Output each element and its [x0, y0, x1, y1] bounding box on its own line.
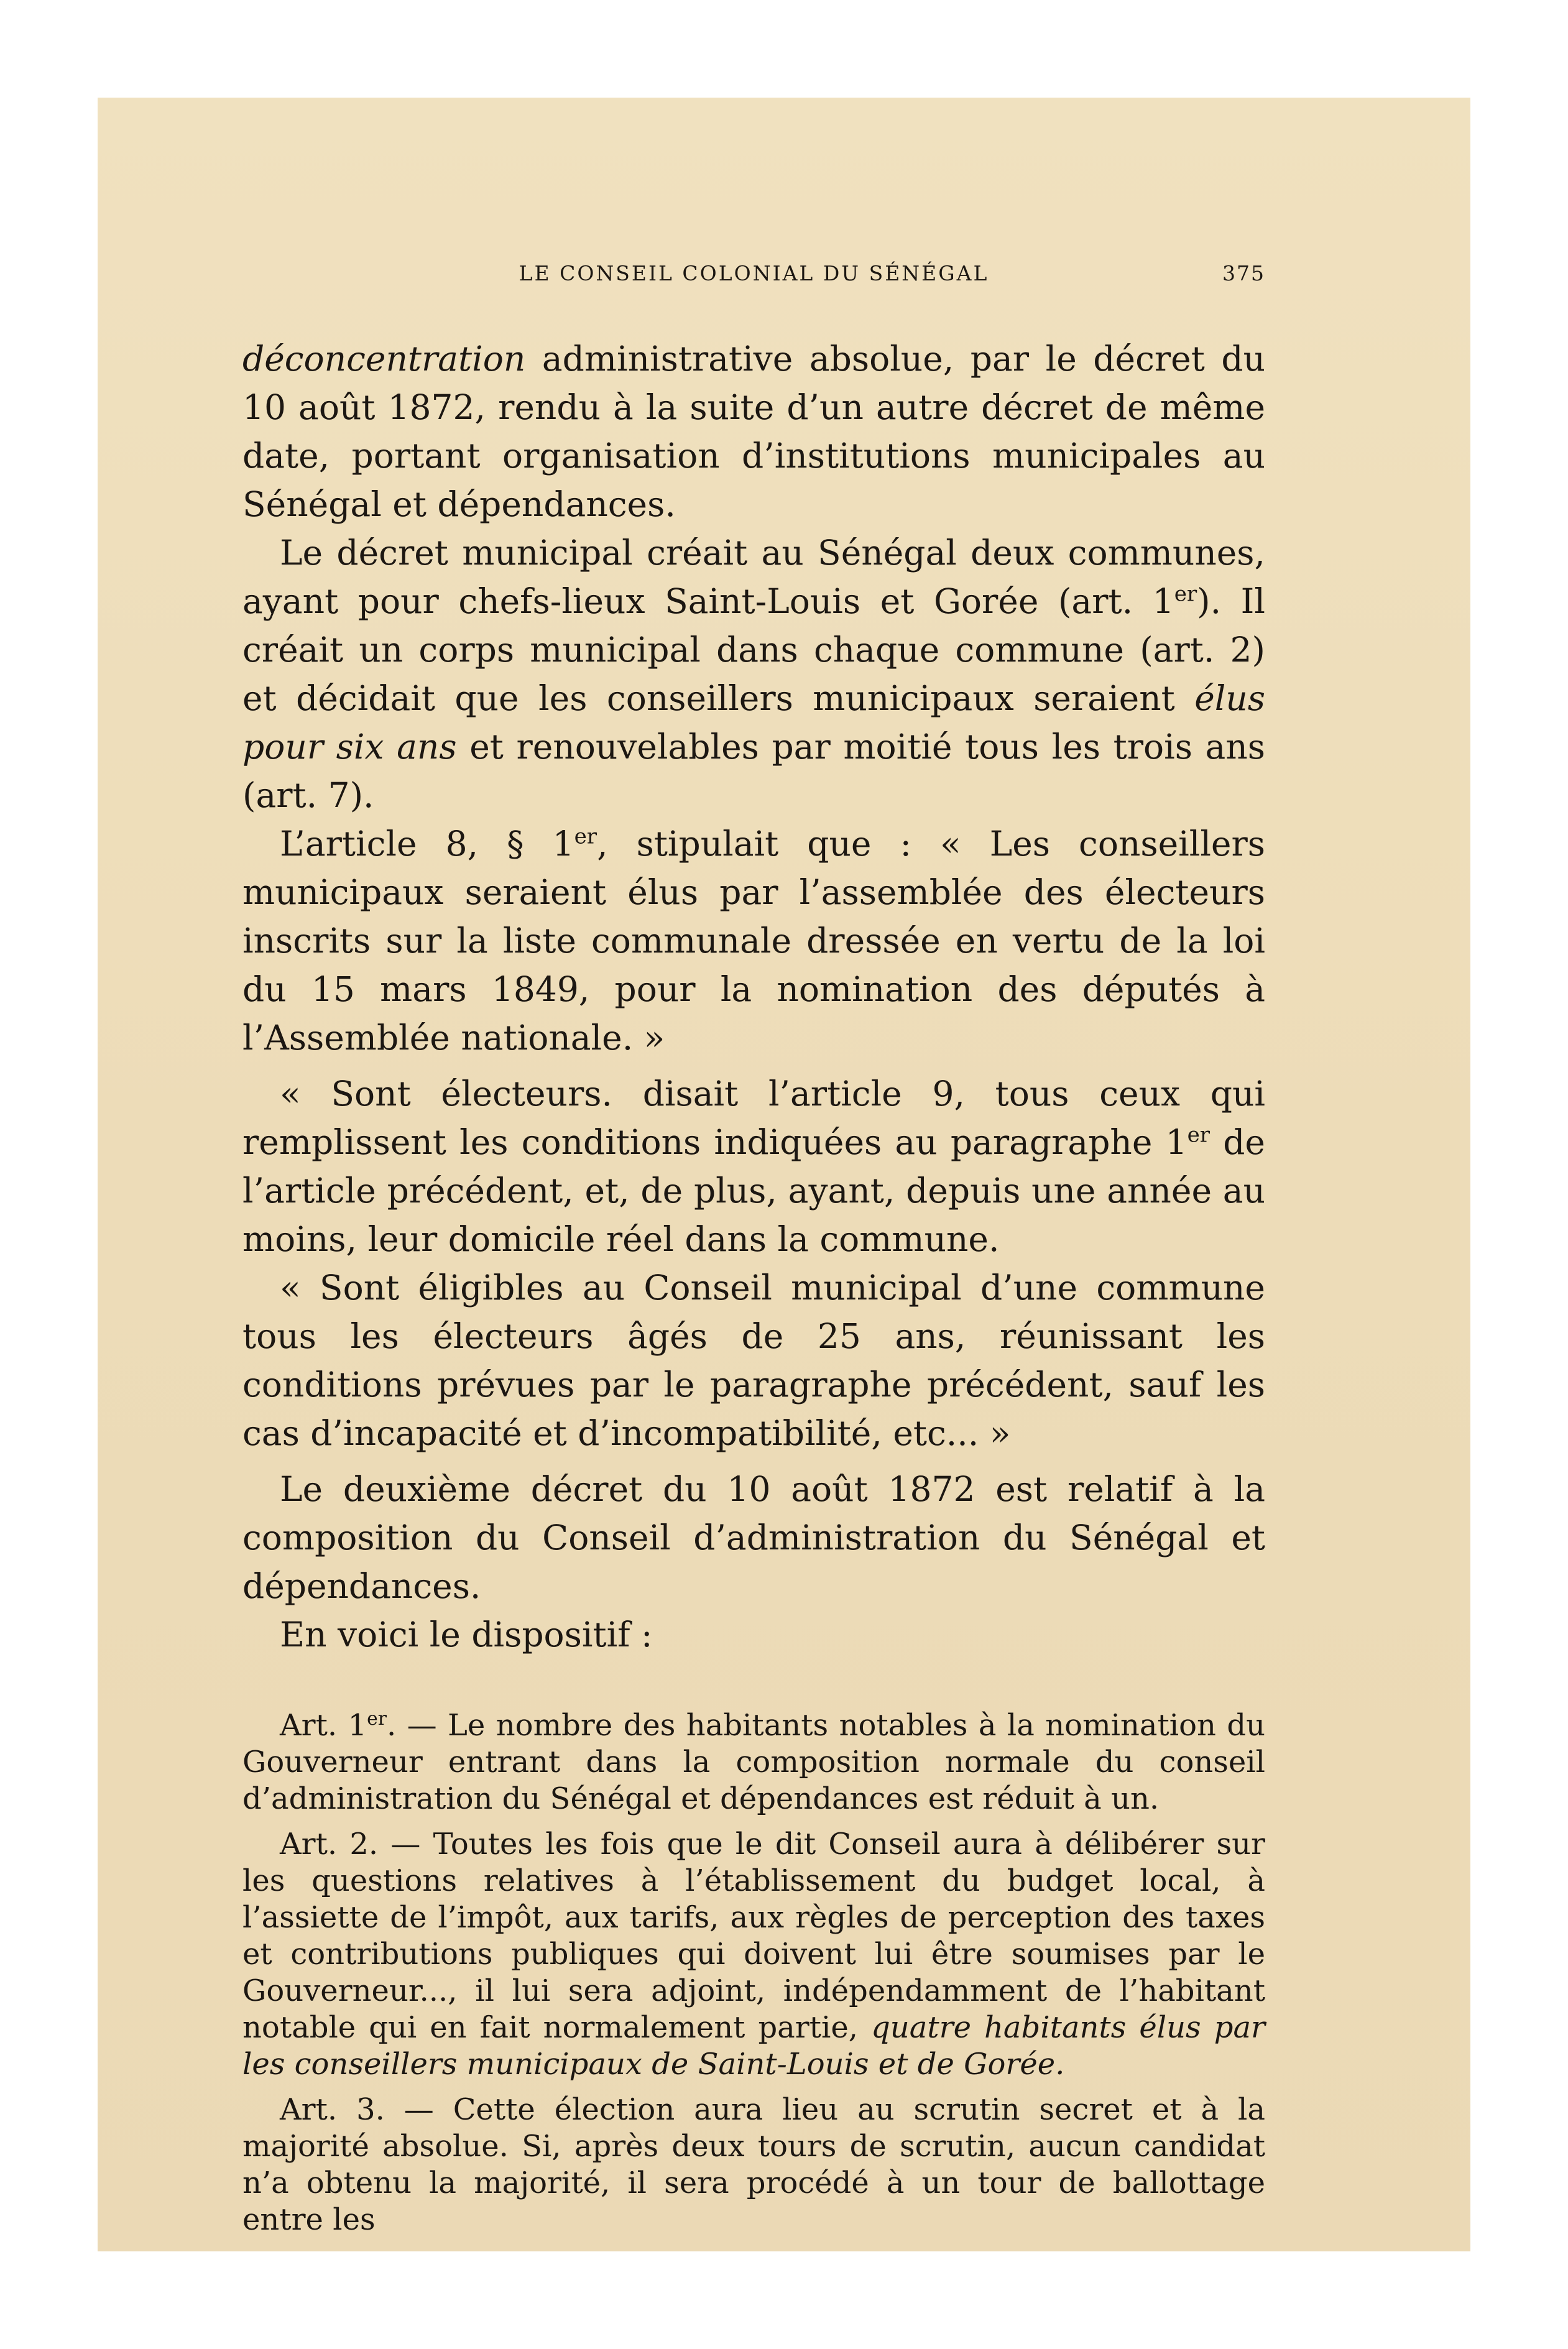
- article: [242, 1826, 1265, 2083]
- book-page: [242, 261, 1265, 2238]
- superscript: er: [574, 824, 597, 849]
- running-head: [242, 261, 1265, 298]
- paragraph: [242, 1069, 1265, 1263]
- page-number: 375: [1222, 261, 1265, 285]
- superscript: er: [1174, 581, 1197, 607]
- paragraph-text: administrative absolue, par le décret du 10 août 1872, rendu à la suite d’un autre décret de même date, portant organisation d’institutions municipales au Sénégal et dépendances.: [242, 339, 1265, 524]
- paragraph: En voici le dispositif :: [280, 1615, 653, 1654]
- body-text: [242, 335, 1265, 1659]
- article-text: Art. 2. — Toutes les fois que le dit Conseil aura à délibérer sur les questions relatives à l’établissement du budget local, à l’assiette de l’impôt, aux tarifs, aux règles de perception des taxes et contributions publiques qui doivent lui être soumises par le Gouverneur..., il lui sera adjoint, indépendamment de l’habitant notable qui en fait normalement partie,: [242, 1827, 1265, 2045]
- paragraph-text: et renouvelables par moitié tous les trois ans (art. 7).: [242, 727, 1265, 815]
- article-text: Art. 1: [280, 1708, 367, 1743]
- article: Art. 3. — Cette élection aura lieu au scrutin secret et à la majorité absolue. Si, après deux tours de scrutin, aucun candidat n’a obtenu la majorité, il sera procédé à un tour de ballottage entre les: [242, 2092, 1265, 2237]
- paragraph: [242, 335, 1265, 528]
- paragraph-text: de l’article précédent, et, de plus, ayant, depuis une année au moins, leur domicile réel dans la commune.: [242, 1122, 1265, 1259]
- article-text: . — Le nombre des habitants notables à la nomination du Gouverneur entrant dans la composition normale du conseil d’administration du Sénégal et dépendances est réduit à un.: [242, 1708, 1265, 1816]
- running-title: LE CONSEIL COLONIAL DU SÉNÉGAL: [519, 261, 989, 285]
- paragraph-text: L’article 8, § 1: [280, 824, 574, 864]
- paragraph: [242, 819, 1265, 1062]
- italic-text: déconcentration: [242, 339, 526, 379]
- paragraph-text: Le décret municipal créait au Sénégal deux communes, ayant pour chefs-lieux Saint-Louis et Gorée (art. 1: [242, 533, 1265, 621]
- paragraph: [242, 528, 1265, 819]
- superscript: er: [367, 1708, 387, 1730]
- paragraph-text: ). Il créait un corps municipal dans chaque commune (art. 2) et décidait que les conseillers municipaux seraient: [242, 581, 1265, 718]
- paragraph-text: , stipulait que : « Les conseillers municipaux seraient élus par l’assemblée des électeurs inscrits sur la liste communale dressée en vertu de la loi du 15 mars 1849, pour la nomination des députés à l’Assemblée nationale. »: [242, 824, 1265, 1058]
- italic-text: quatre habitants élus par les conseillers municipaux de Saint-Louis et de Gorée.: [242, 2010, 1266, 2082]
- paragraph: Le deuxième décret du 10 août 1872 est relatif à la composition du Conseil d’administration du Sénégal et dépendances.: [242, 1469, 1265, 1606]
- italic-text: élus pour six ans: [242, 678, 1265, 767]
- article: [242, 1707, 1265, 1817]
- decree-articles: [242, 1707, 1265, 2238]
- superscript: er: [1187, 1122, 1211, 1148]
- paragraph: « Sont éligibles au Conseil municipal d’une commune tous les électeurs âgés de 25 ans, réunissant les conditions prévues par le paragraphe précédent, sauf les cas d’incapacité et d’incompatibilité, etc... »: [242, 1268, 1265, 1453]
- paragraph-text: « Sont électeurs. disait l’article 9, tous ceux qui remplissent les conditions indiquées au paragraphe 1: [242, 1074, 1265, 1162]
